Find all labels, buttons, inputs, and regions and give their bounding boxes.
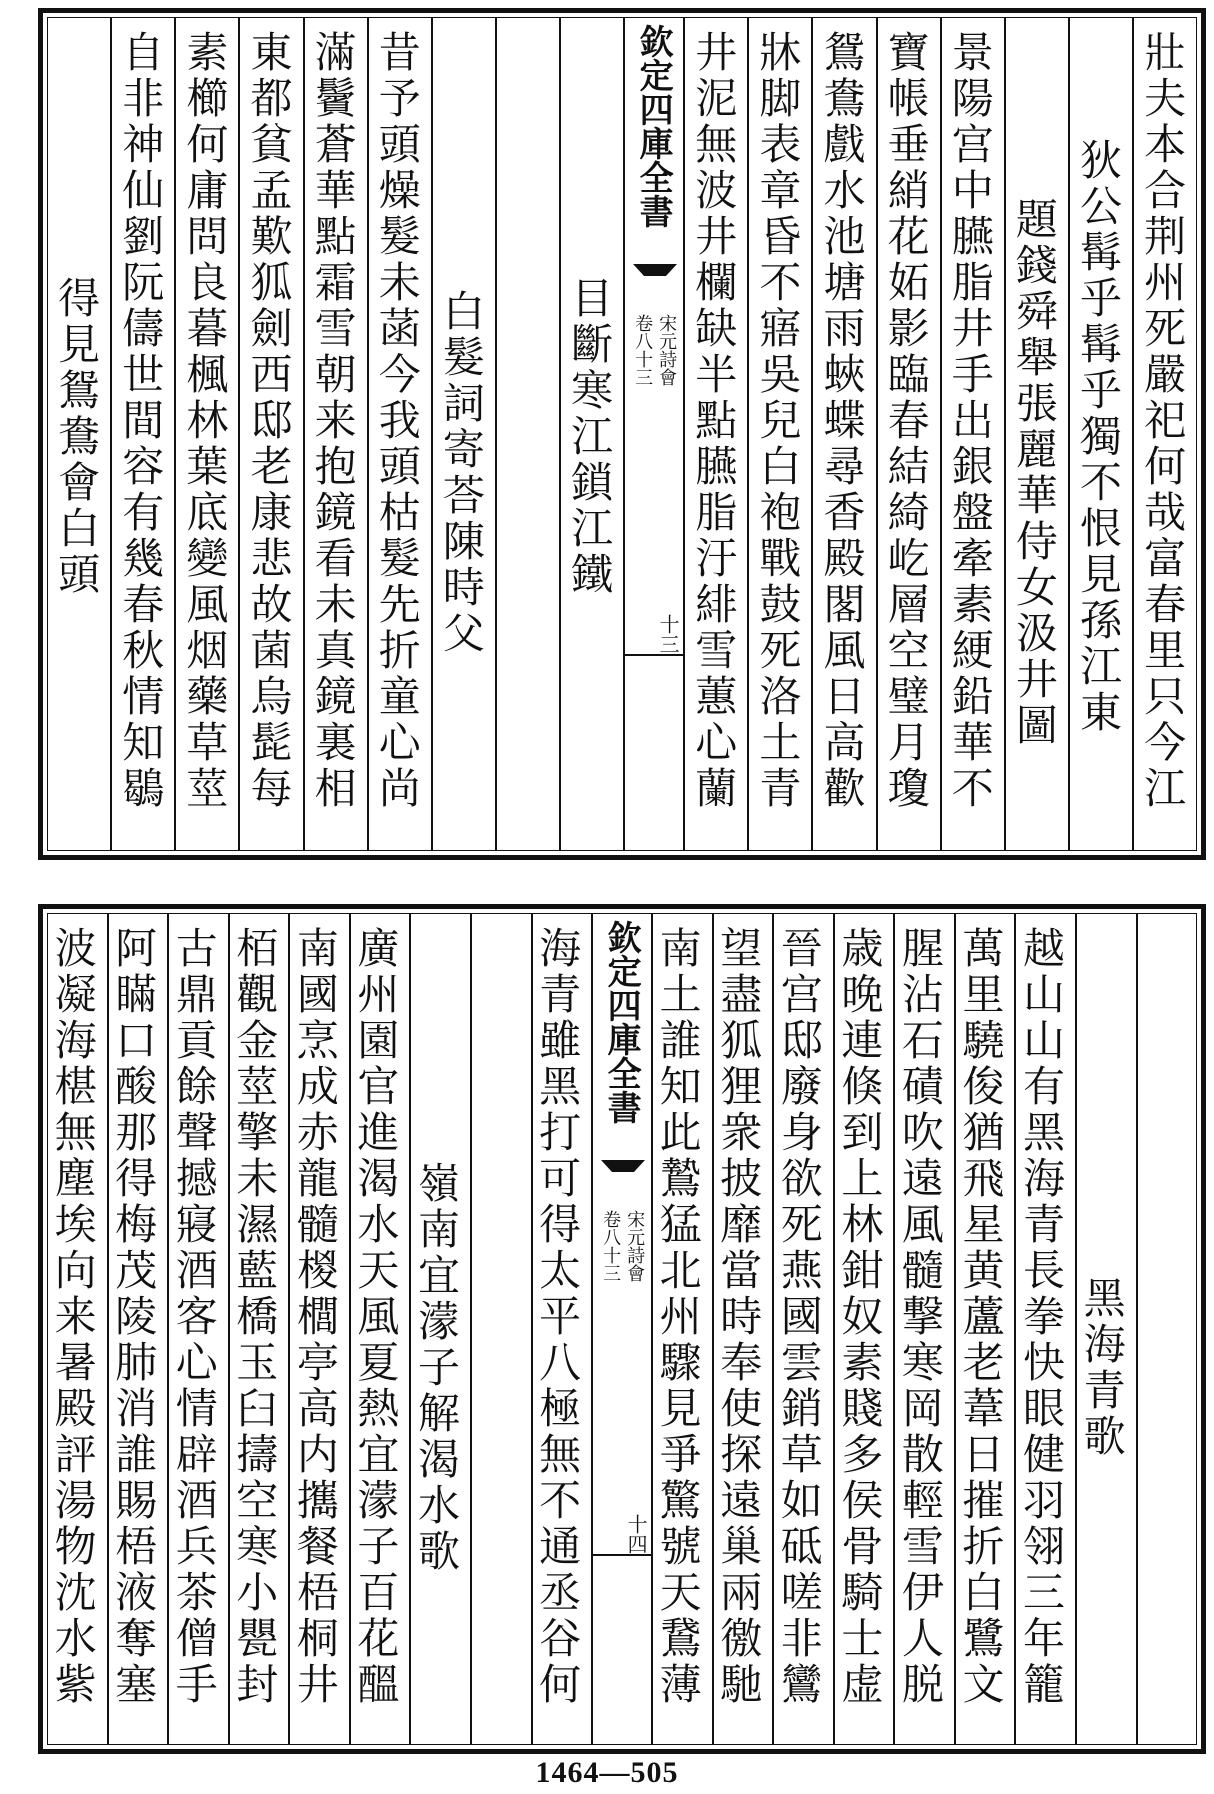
- text-column: [411, 914, 472, 1744]
- verse-line: [1138, 926, 1197, 1738]
- text-column: [895, 914, 956, 1744]
- verse-line: 狄公髯乎髯乎獨不恨見孫江東: [1074, 138, 1123, 736]
- text-column: [1070, 18, 1134, 850]
- volume-number: 卷八十三: [600, 1210, 622, 1282]
- text-column: [240, 18, 304, 850]
- text-column: [561, 18, 625, 850]
- verse-line: 景陽宫中臙脂井手出銀盤牽素綆鉛華不: [945, 30, 995, 812]
- text-column: [774, 914, 835, 1744]
- text-column: [48, 18, 112, 850]
- text-column: [433, 18, 497, 850]
- verse-line: 目斷寒江鎖江鐵: [565, 276, 615, 598]
- verse-line: 海青雖黑打可得太平八極無不通丞谷何: [533, 926, 583, 1708]
- fish-tail-center-column: [593, 914, 653, 1744]
- poem-title: 白髮詞寄荅陳時父: [436, 289, 486, 657]
- fish-tail-rule: [625, 654, 683, 656]
- text-column: [497, 18, 561, 850]
- text-column: [290, 914, 351, 1744]
- text-column: [369, 18, 433, 850]
- text-column: [169, 914, 230, 1744]
- verse-line: 歳晚連倏到上林鉗奴素賤多侯骨騎士虚: [835, 926, 885, 1708]
- text-column: [835, 914, 896, 1744]
- text-column: [749, 18, 813, 850]
- verse-line: 昔予頭燥髮未菡今我頭枯髮先折童心尚: [372, 30, 422, 812]
- text-column: [653, 914, 714, 1744]
- poem-title: 黑海青歌: [1077, 1276, 1127, 1460]
- text-column: [942, 18, 1006, 850]
- leaf-page-number: 十四: [624, 1514, 649, 1554]
- text-column: [1134, 18, 1196, 850]
- verse-line: 素櫛何庸問良暮楓林葉底變風烟藥草莖: [180, 30, 230, 812]
- verse-line: 自非神仙劉阮儔世間容有幾春秋情知鶡: [116, 30, 166, 812]
- bottom-page: [38, 904, 1206, 1754]
- verse-line: [472, 926, 531, 1738]
- text-column: [230, 914, 291, 1744]
- fish-tail-mark-inner: [601, 1172, 645, 1190]
- bottom-page-frame: [47, 913, 1197, 1745]
- verse-line: 壯夫本合荆州死嚴祀何哉富春里只今江: [1138, 30, 1188, 812]
- verse-line: 古鼎貢餘聲撼寢酒客心情辟酒兵茶僧手: [169, 926, 219, 1708]
- verse-line: 波凝海椹無塵埃向来暑殿評湯物沈水紫: [48, 926, 98, 1708]
- verse-line: 腥沾石磧吹遠風髓撃寒岡散輕雪伊人脱: [895, 926, 945, 1708]
- bottom-page-columns: [48, 914, 1196, 1744]
- verse-line: 牀脚表章昏不寤吳兒白袍戰鼓死洛土青: [753, 30, 803, 812]
- book-title: 欽定四庫全書: [633, 24, 674, 228]
- top-page-columns: [48, 18, 1196, 850]
- text-column: [956, 914, 1017, 1744]
- text-column: [48, 914, 109, 1744]
- volume-info: [593, 1210, 651, 1282]
- verse-line: 阿瞞口酸那得梅茂陵肺消誰賜梧液奪塞: [109, 926, 159, 1708]
- verse-line: 得見鴛鴦會白頭: [52, 276, 102, 598]
- text-column: [1077, 914, 1138, 1744]
- verse-line: [497, 30, 559, 844]
- verse-line: 寶帳垂綃花妬影臨春結綺屹層空璧月瓊: [881, 30, 931, 812]
- text-column: [714, 914, 775, 1744]
- fish-tail-center-column: [625, 18, 685, 850]
- verse-line: 越山山有黑海青長拳快眼健羽翎三年籠: [1017, 926, 1066, 1708]
- verse-line: 廣州園官進渴水天風夏熱宜濛子百花醞: [351, 926, 401, 1708]
- verse-line: 滿鬢蒼華點霜雪朝来抱鏡看未真鏡裏相: [308, 30, 358, 812]
- text-column: [472, 914, 533, 1744]
- fish-tail-rule: [593, 1554, 651, 1556]
- verse-line: 井泥無波井欄缺半點臙脂汙緋雪蕙心蘭: [689, 30, 739, 812]
- verse-line: 望盡狐狸衆披靡當時奉使探遠巢兩徼馳: [714, 926, 764, 1708]
- text-column: [1016, 914, 1077, 1744]
- volume-info: [625, 314, 683, 386]
- poem-title: 嶺南宜濛子解渴水歌: [411, 1161, 461, 1575]
- verse-line: 南國烹成赤龍髓椶櫚亭高内𢹂餐梧桐井: [290, 926, 340, 1708]
- text-column: [109, 914, 170, 1744]
- verse-line: 晉宫邸廢身欲死燕國雲銷草如砥嗟非鸞: [774, 926, 824, 1708]
- volume-number: 卷八十三: [632, 314, 654, 386]
- text-column: [813, 18, 877, 850]
- page-footer-number: 1464—505: [535, 1756, 679, 1789]
- text-column: [1138, 914, 1197, 1744]
- verse-line: 鴛鴦戲水池塘雨蛺蝶尋香殿閣風日高歡: [817, 30, 867, 812]
- text-column: [685, 18, 749, 850]
- text-column: [112, 18, 176, 850]
- text-column: [305, 18, 369, 850]
- verse-line: 栢觀金莖擎未濕藍橋玉臼擣空寒小甖封: [230, 926, 280, 1708]
- text-column: [878, 18, 942, 850]
- text-column: [176, 18, 240, 850]
- collection-name: 宋元詩會: [624, 1210, 646, 1282]
- top-page-frame: [47, 17, 1197, 851]
- verse-line: 南土誰知此鷙猛北州驟見爭驚號天鵞薄: [653, 926, 703, 1708]
- book-title: 欽定四庫全書: [601, 920, 642, 1124]
- collection-name: 宋元詩會: [656, 314, 678, 386]
- leaf-page-number: 十三: [656, 614, 681, 654]
- verse-line: 萬里驍俊猶飛星黄蘆老葦日摧折白鷺文: [956, 926, 1006, 1708]
- text-column: [351, 914, 412, 1744]
- fish-tail-mark-inner: [633, 276, 677, 294]
- text-column: [1006, 18, 1070, 850]
- verse-line: 東都貧孟歎狐劍西邸老康悲故菌烏髭每: [244, 30, 294, 812]
- top-page: [38, 8, 1206, 860]
- poem-title: 題錢舜舉張麗華侍女汲井圖: [1009, 197, 1059, 749]
- text-column: [533, 914, 594, 1744]
